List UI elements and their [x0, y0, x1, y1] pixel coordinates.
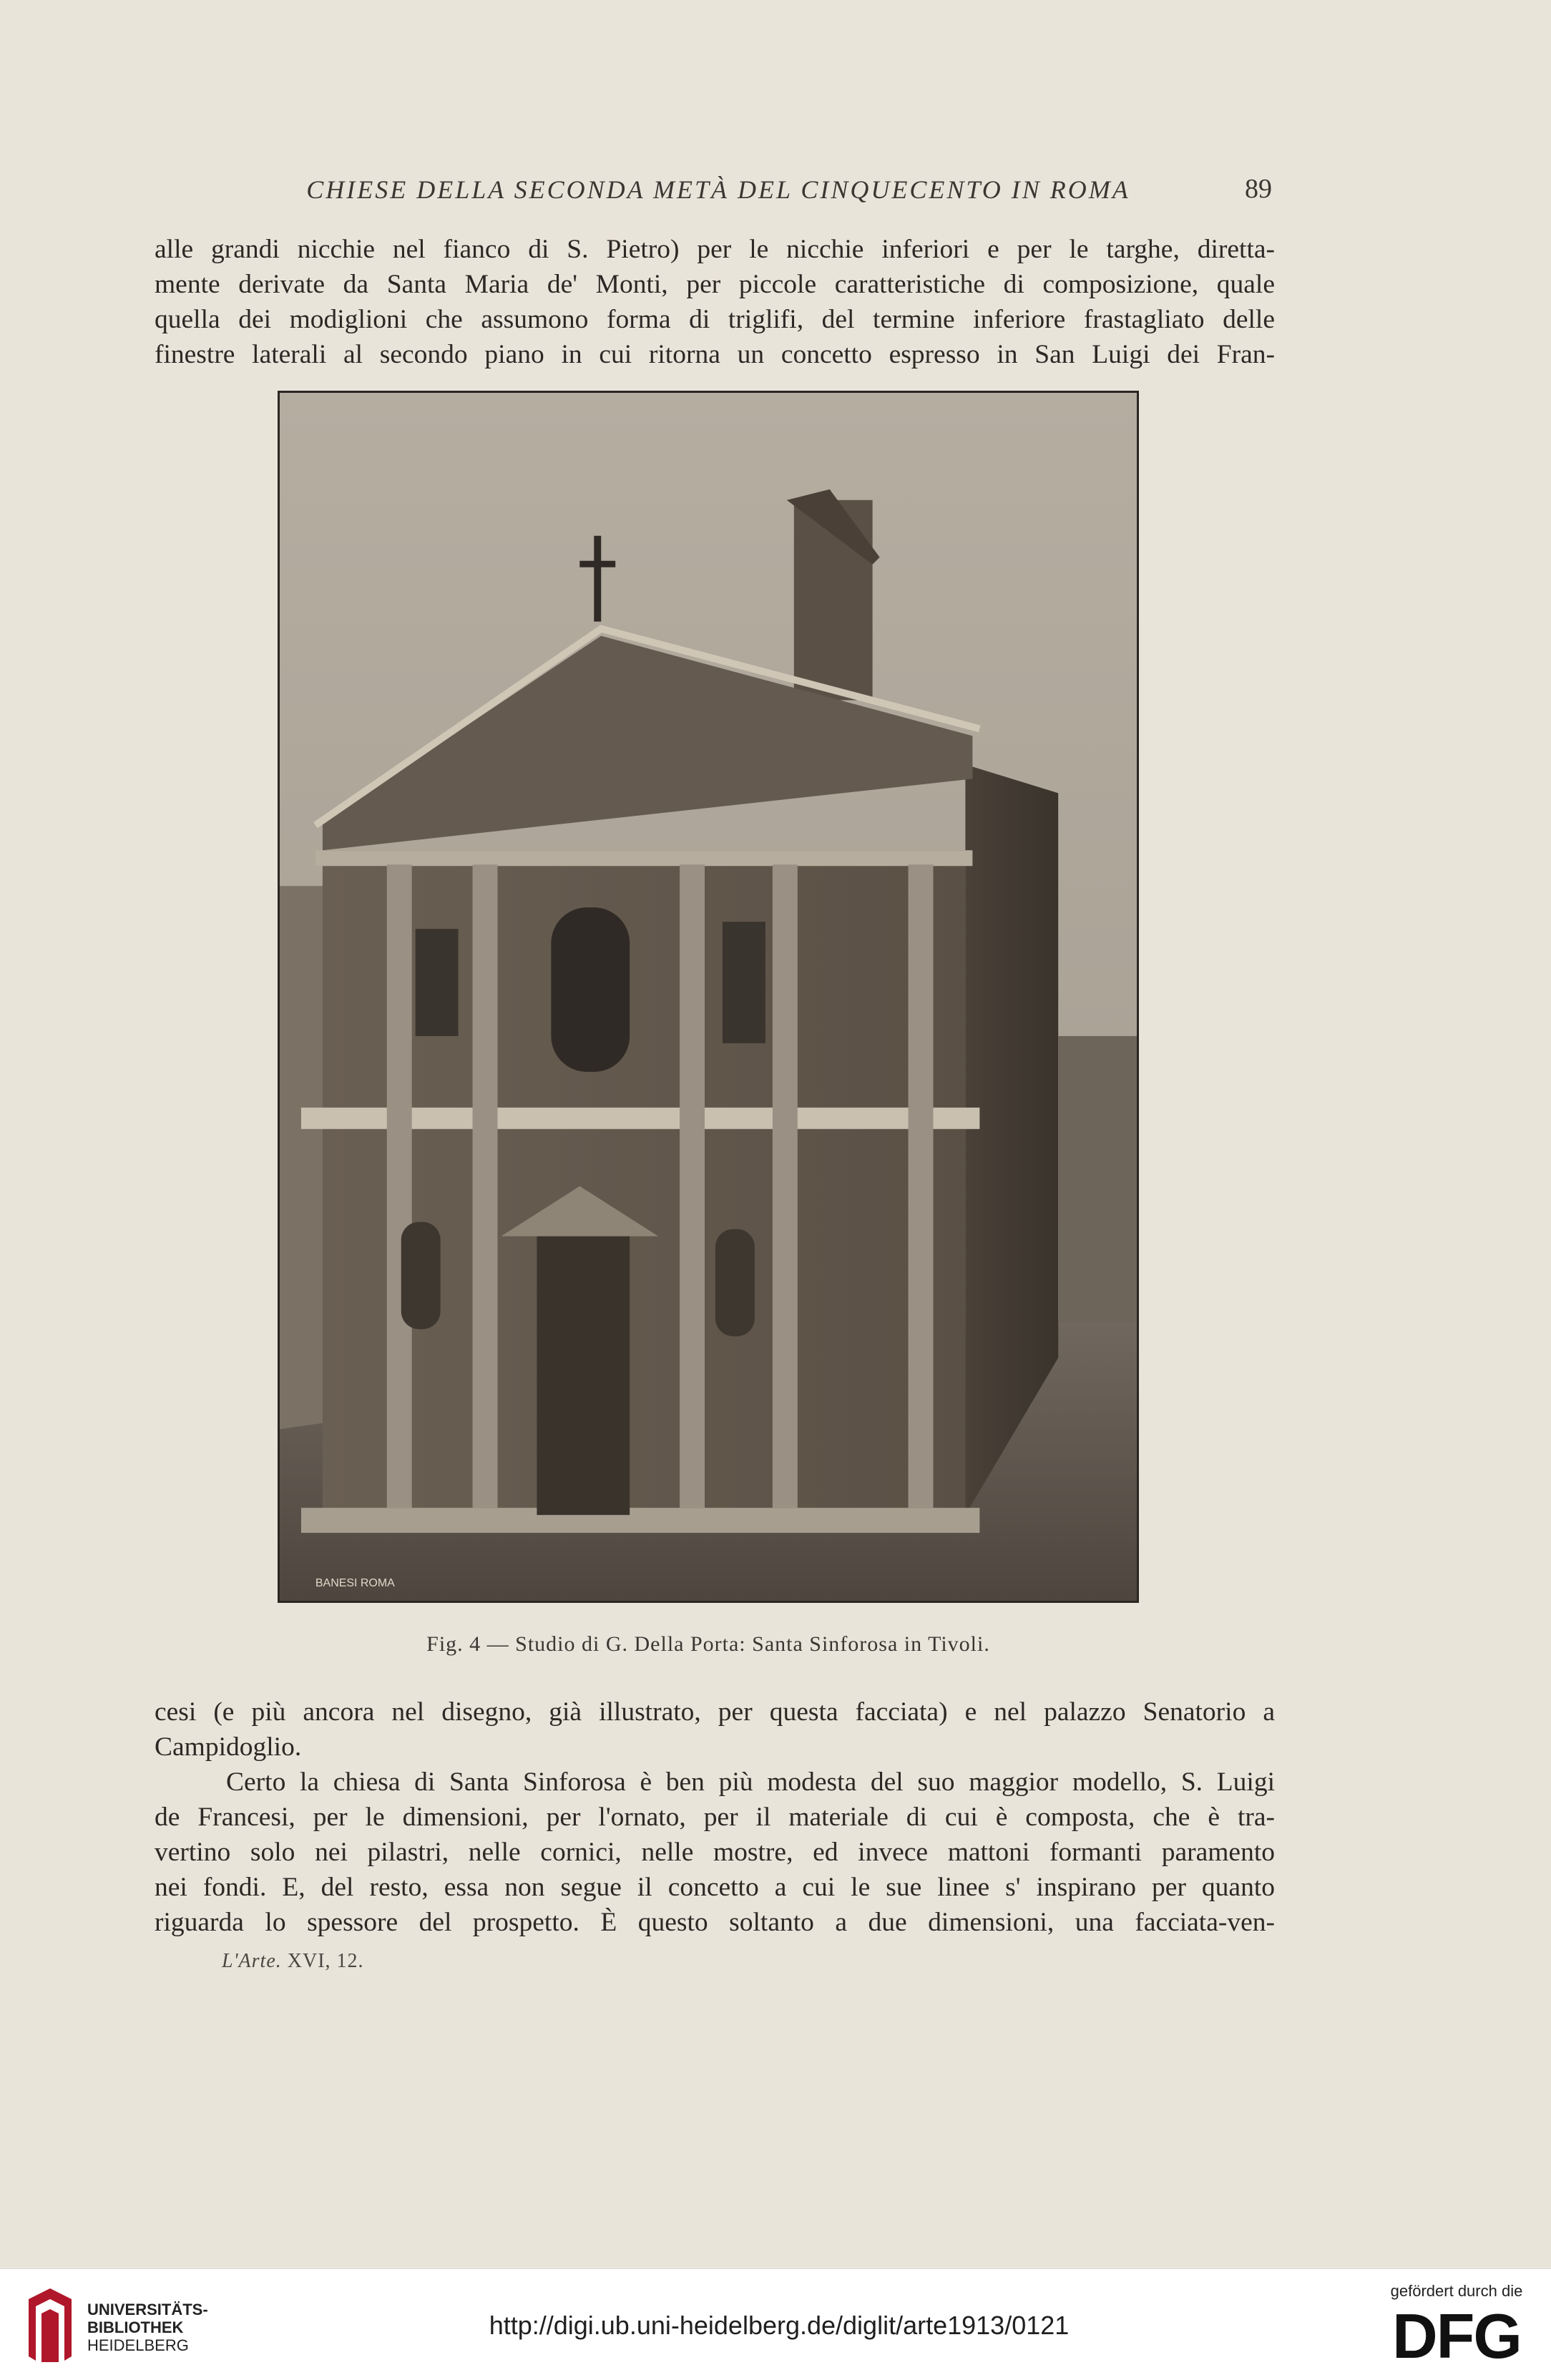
text-line: nei fondi. E, del resto, essa non segue il concetto a cui le sue linee s' inspirano per quanto — [155, 1873, 1275, 1902]
running-title: CHIESE DELLA SECONDA METÀ DEL CINQUECENTO IN ROMA — [306, 175, 1130, 204]
figure-caption: Fig. 4 — Studio di G. Della Porta: Santa Sinforosa in Tivoli. — [426, 1632, 990, 1656]
text-line: Certo la chiesa di Santa Sinforosa è ben più modesta del suo maggior modello, S. Luigi — [226, 1767, 1275, 1797]
text-line: riguarda lo spessore del prospetto. È questo soltanto a due dimensioni, una facciata-ven- — [155, 1908, 1275, 1937]
dfg-logo: DFG — [1392, 2301, 1521, 2371]
paragraph-bottom — [155, 1694, 1275, 1940]
funder-block — [1378, 2282, 1535, 2371]
page-number: 89 — [1245, 174, 1272, 204]
text-line: finestre laterali al secondo piano in cui ritorna un concetto espresso in San Luigi dei Fran- — [155, 340, 1275, 369]
journal-volume: XVI, 12. — [287, 1950, 364, 1972]
journal-signature — [222, 1950, 364, 1973]
text-line: vertino solo nei pilastri, nelle cornici, nelle mostre, ed invece mattoni formanti paramento — [155, 1838, 1275, 1867]
text-line: quella dei modiglioni che assumono forma di triglifi, del termine inferiore frastagliato delle — [155, 305, 1275, 334]
journal-name: L'Arte. — [222, 1950, 282, 1972]
funding-label: gefördert durch die — [1390, 2282, 1523, 2300]
text-line: alle grandi nicchie nel fianco di S. Pietro) per le nicchie inferiori e per le targhe, diretta- — [155, 235, 1275, 264]
church-photo-illustration — [280, 393, 1137, 1601]
photo-credit-text: BANESI ROMA — [315, 1577, 395, 1590]
digitization-footer — [0, 2268, 1551, 2380]
figure-photo — [278, 391, 1139, 1603]
university-library-logo-icon — [21, 2285, 79, 2364]
text-line: mente derivate da Santa Maria de' Monti, per piccole caratteristiche di composizione, quale — [155, 270, 1275, 299]
text-line: cesi (e più ancora nel disegno, già illustrato, per questa facciata) e nel palazzo Senatorio a — [155, 1697, 1275, 1727]
paragraph-top — [155, 232, 1275, 372]
permalink-url[interactable]: http://digi.ub.uni-heidelberg.de/diglit/arte1913/0121 — [489, 2311, 1070, 2340]
text-line: Campidoglio. — [155, 1732, 302, 1762]
library-name: UNIVERSITÄTS- BIBLIOTHEK HEIDELBERG — [87, 2301, 208, 2354]
text-line: de Francesi, per le dimensioni, per l'ornato, per il materiale di cui è composta, che è tra- — [155, 1803, 1275, 1832]
